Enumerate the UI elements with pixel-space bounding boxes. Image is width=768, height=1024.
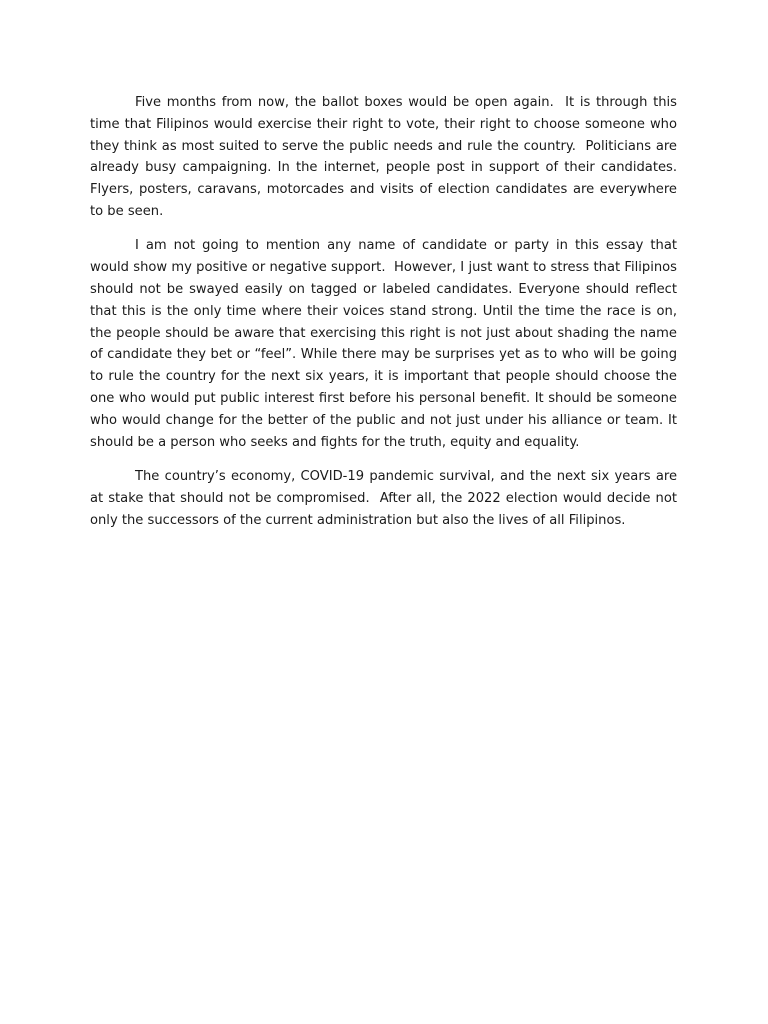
essay-body (90, 92, 682, 544)
essay-paragraph-3: The country’s economy, COVID-19 pandemic survival, and the next six years are at stake that should not be compromised. After all, the 2022 election would decide not only the successors of the current administration but also the lives of all Filipinos. (90, 468, 682, 528)
essay-paragraph-1: Five months from now, the ballot boxes would be open again. It is through this time that Filipinos would exercise their right to vote, their right to choose someone who they think as most suited to serve the public needs and rule the country. Politicians are already busy campaigning. In the internet, people post in support of their candidates. Flyers, posters, caravans, motorcades and visits of election candidates are everywhere to be seen. (90, 95, 682, 219)
essay-paragraph-2: I am not going to mention any name of candidate or party in this essay that would show my positive or negative support. However, I just want to stress that Filipinos should not be swayed easily on tagged or labeled candidates. Everyone should reflect that this is the only time where their voices stand strong. Until the time the race is on, the people should be aware that exercising this right is not just about shading the name of candidate they bet or “feel”. While there may be surprises yet as to who will be going to rule the country for the next six years, it is important that people should choose the one who would put public interest first before his personal benefit. It should be someone who would change for the better of the public and not just under his alliance or team. It should be a person who seeks and fights for the truth, equity and equality. (90, 238, 682, 450)
